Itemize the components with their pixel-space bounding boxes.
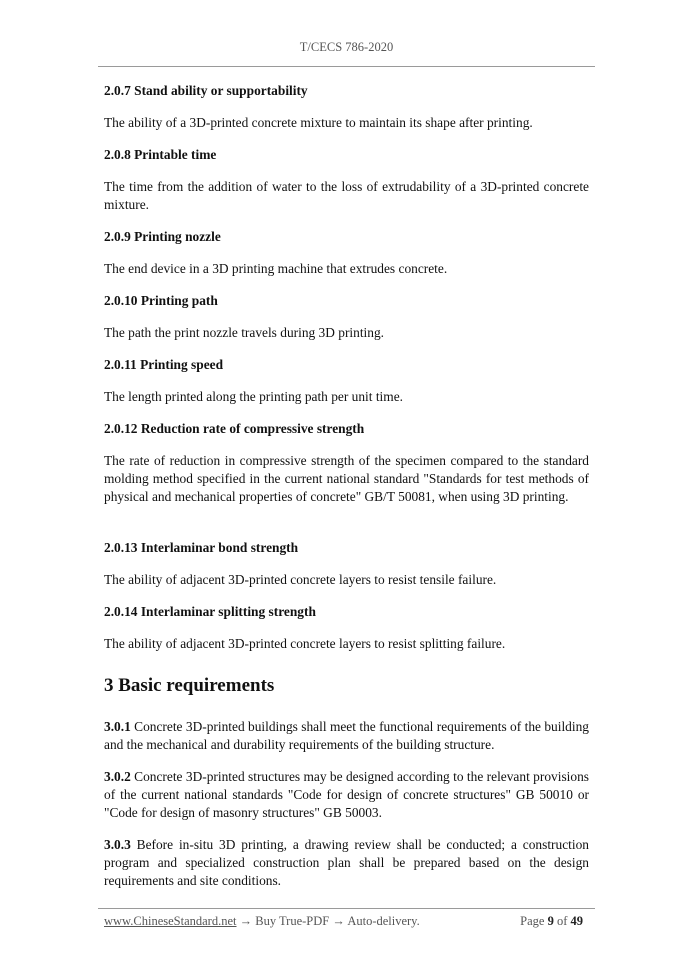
page-footer <box>104 914 589 934</box>
term-heading: 2.0.14 Interlaminar splitting strength <box>104 604 316 619</box>
current-page-number: 9 <box>547 914 554 928</box>
term-definition: The ability of a 3D-printed concrete mixture to maintain its shape after printing. <box>104 115 533 130</box>
footer-rule <box>98 908 595 909</box>
term-definition: The length printed along the printing path per unit time. <box>104 389 403 404</box>
total-pages-number: 49 <box>570 914 583 928</box>
term-heading: 2.0.11 Printing speed <box>104 357 224 372</box>
term-heading: 2.0.13 Interlaminar bond strength <box>104 540 299 555</box>
term-definition: The rate of reduction in compressive strength of the specimen compared to the standard molding method specified in the current national standard "Standards for test methods of physical and mechanical properties of concrete" GB/T 50081, when using 3D printing. <box>104 453 589 504</box>
buy-pdf-link[interactable]: Buy True-PDF <box>255 914 330 928</box>
term-heading: 2.0.7 Stand ability or supportability <box>104 83 308 98</box>
header-rule <box>98 66 595 67</box>
term-2-0-9-body <box>104 260 589 278</box>
term-heading: 2.0.10 Printing path <box>104 293 218 308</box>
clause-text: Concrete 3D-printed buildings shall meet the functional requirements of the building and the mechanical and durability requirements of the building structure. <box>104 719 589 752</box>
clause-number: 3.0.3 <box>104 837 131 852</box>
chapter-heading: 3 Basic requirements <box>104 675 275 696</box>
term-2-0-7 <box>104 82 589 100</box>
term-2-0-7-body <box>104 114 589 132</box>
term-2-0-13-body <box>104 571 589 589</box>
term-2-0-11 <box>104 356 589 374</box>
term-2-0-10-body <box>104 324 589 342</box>
term-2-0-12-body <box>104 452 589 506</box>
term-2-0-14-body <box>104 635 589 653</box>
arrow-right-icon: → <box>332 914 345 928</box>
clause-3-0-3 <box>104 836 589 890</box>
term-definition: The end device in a 3D printing machine that extrudes concrete. <box>104 261 448 276</box>
term-2-0-9 <box>104 228 589 246</box>
page-counter <box>520 914 583 929</box>
clause-3-0-2 <box>104 768 589 822</box>
term-2-0-11-body <box>104 388 589 406</box>
term-2-0-8 <box>104 146 589 164</box>
site-link[interactable]: www.ChineseStandard.net <box>104 914 237 928</box>
page-of-word: of <box>556 914 568 928</box>
term-2-0-8-body <box>104 178 589 214</box>
term-2-0-14 <box>104 603 589 621</box>
arrow-right-icon: → <box>239 914 253 928</box>
term-heading: 2.0.9 Printing nozzle <box>104 229 221 244</box>
term-definition: The ability of adjacent 3D-printed concrete layers to resist splitting failure. <box>104 636 506 651</box>
auto-delivery-text: Auto-delivery. <box>347 914 420 928</box>
term-definition: The ability of adjacent 3D-printed concrete layers to resist tensile failure. <box>104 572 497 587</box>
term-heading: 2.0.12 Reduction rate of compressive strength <box>104 421 365 436</box>
footer-links <box>104 914 420 929</box>
term-definition: The path the print nozzle travels during 3D printing. <box>104 325 385 340</box>
clause-text: Concrete 3D-printed structures may be designed according to the relevant provisions of the current national standards "Code for design of concrete structures" GB 50010 or "Code for design of masonry structures" GB 50003. <box>104 769 589 820</box>
clause-number: 3.0.2 <box>104 769 131 784</box>
term-2-0-13 <box>104 539 589 557</box>
term-heading: 2.0.8 Printable time <box>104 147 217 162</box>
clause-text: Before in-situ 3D printing, a drawing review shall be conducted; a construction program and specialized construction plan shall be prepared based on the design requirements and site conditions. <box>104 837 589 888</box>
page-word: Page <box>520 914 545 928</box>
clause-3-0-1 <box>104 718 589 754</box>
term-2-0-12 <box>104 420 589 438</box>
term-definition: The time from the addition of water to the loss of extrudability of a 3D-printed concrete mixture. <box>104 179 589 212</box>
term-2-0-10 <box>104 292 589 310</box>
clause-number: 3.0.1 <box>104 719 131 734</box>
running-header: T/CECS 786-2020 <box>299 40 394 54</box>
